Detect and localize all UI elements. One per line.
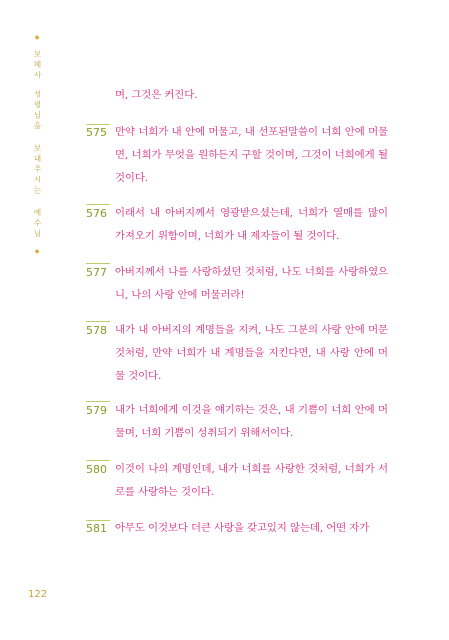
verse-text: 만약 너희가 내 안에 머물고, 내 선포된말씀이 너희 안에 머물면, 너희가 무엇을 원하든지 구할 것이며, 그것이 너희에게 될 것이다. [115, 126, 388, 184]
verse-text: 이래서 내 아버지께서 영광받으셨는데, 너희가 열매를 많이 가져오기 위함이며, 너희가 내 제자들이 될 것이다. [115, 207, 388, 242]
verse-number: 581 [86, 522, 107, 535]
verse-number: 577 [86, 266, 107, 279]
sidebar-book-title: 보혜사 [33, 50, 42, 82]
verse-number: 579 [86, 404, 107, 417]
verse-number: 576 [86, 207, 107, 220]
page-number: 122 [28, 589, 48, 600]
verse-text: 아무도 이것보다 더큰 사랑을 갖고있지 않는데, 어떤 자가 [115, 522, 370, 534]
verse-number: 580 [86, 463, 107, 476]
sidebar-running-head [30, 34, 44, 256]
verse-text: 내가 내 아버지의 계명들을 지켜, 나도 그분의 사랑 안에 머문 것처럼, 만약 너희가 내 계명들을 지킨다면, 내 사랑 안에 머물 것이다. [115, 324, 388, 382]
verse-text: 아버지께서 나를 사랑하셨던 것처럼, 나도 너희를 사랑하였으니, 나의 사랑 안에 머물러라! [115, 266, 388, 301]
diamond-icon: ◆ [34, 247, 40, 255]
verse-text: 이것이 나의 계명인데, 내가 너희를 사랑한 것처럼, 너희가 서로를 사랑하는 것이다. [115, 463, 388, 498]
continuation-text: 며, 그것은 커진다. [115, 89, 198, 101]
diamond-icon: ◆ [34, 34, 40, 41]
verse-number: 578 [86, 324, 107, 337]
sidebar-section-title: 성령님을 보내주시는 예수님 [33, 89, 42, 240]
verse-number: 575 [86, 126, 107, 139]
verse-text: 내가 너희에게 이것을 얘기하는 것은, 내 기쁨이 너희 안에 머물며, 너희 기쁨이 성취되기 위해서이다. [115, 404, 388, 439]
